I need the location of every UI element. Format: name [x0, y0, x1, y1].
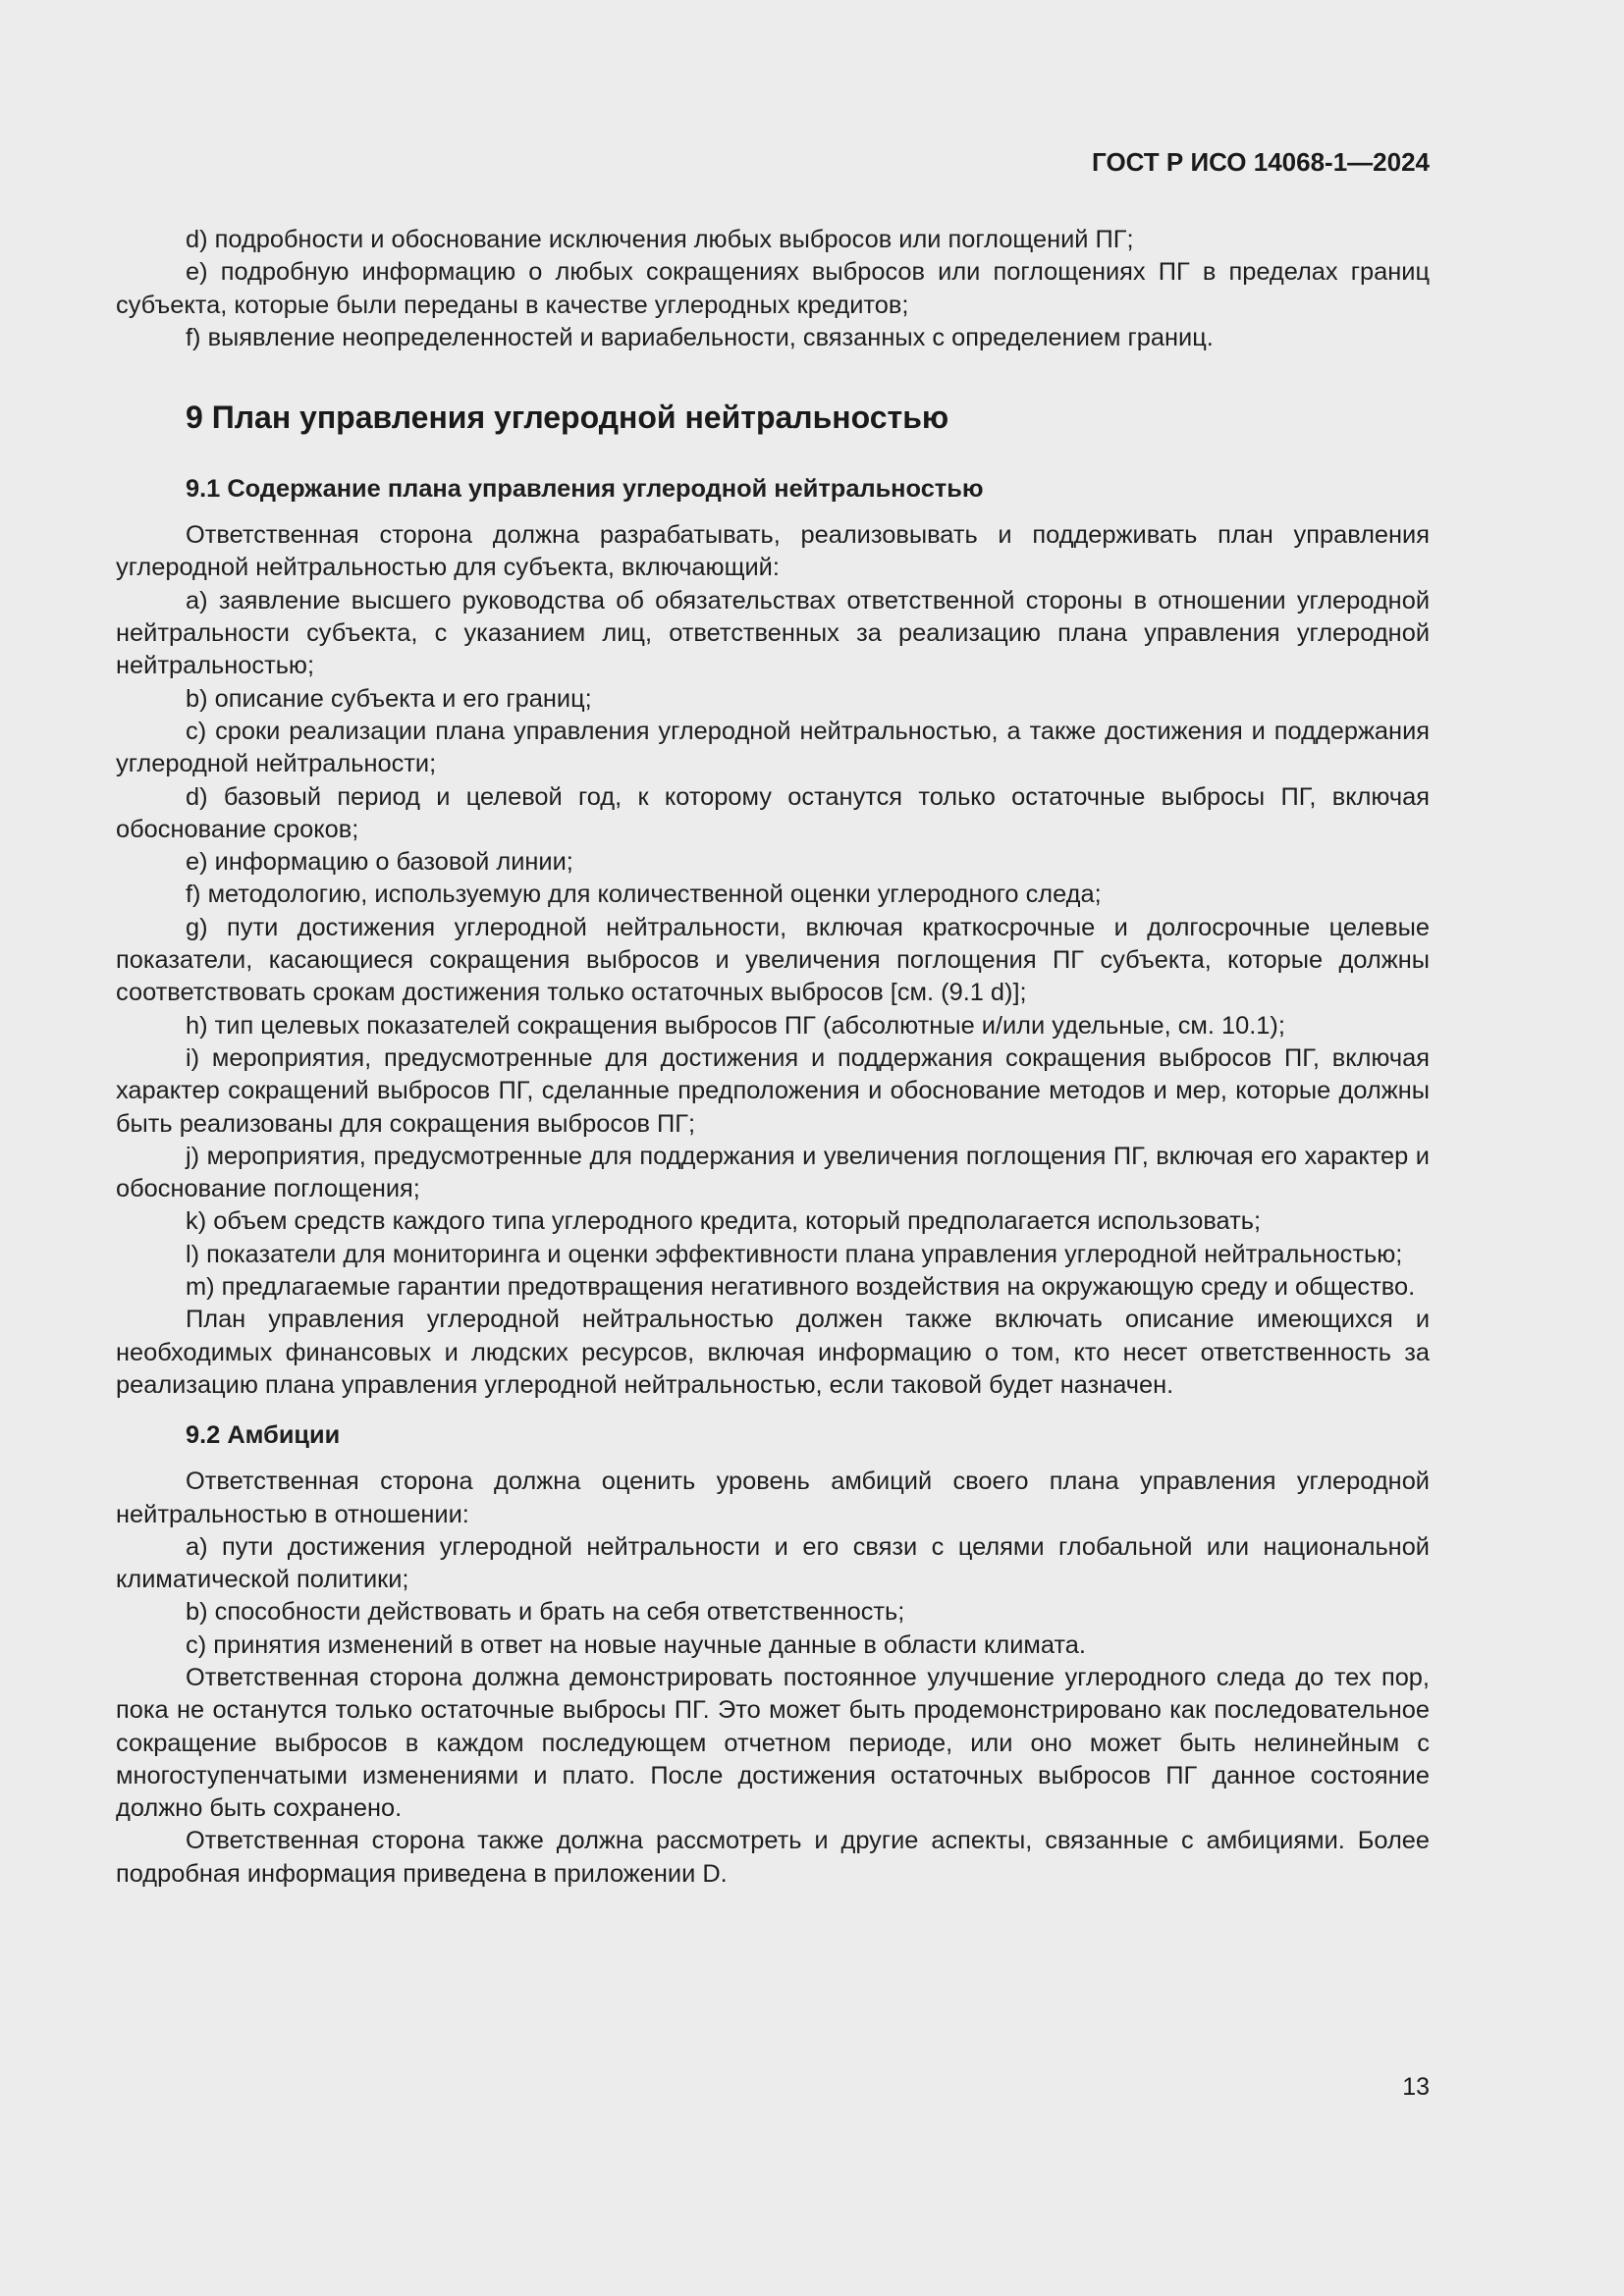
list-item: а) заявление высшего руководства об обязательствах ответственной стороны в отношении углеродной нейтральности субъекта, с указанием лиц, ответственных за реализацию плана управления углеродной нейтральностью; — [116, 586, 1430, 680]
list-item: k) объем средств каждого типа углеродного кредита, который предполагается использовать; — [186, 1207, 1261, 1236]
list-item: d) подробности и обоснование исключения любых выбросов или поглощений ПГ; — [186, 226, 1134, 253]
page-content — [116, 224, 1430, 1891]
list-item: b) способности действовать и брать на себя ответственность; — [186, 1598, 905, 1627]
section-heading: 9 План управления углеродной нейтральностью — [186, 400, 949, 436]
list-item: f) выявление неопределенностей и вариабельности, связанных с определением границ. — [186, 323, 1214, 351]
page-number: 13 — [1402, 2073, 1430, 2101]
list-item: с) принятия изменений в ответ на новые научные данные в области климата. — [186, 1630, 1086, 1659]
paragraph: Ответственная сторона должна оценить уровень амбиций своего плана управления углеродной нейтральностью в отношении: — [116, 1468, 1430, 1528]
list-item: е) подробную информацию о любых сокращениях выбросов или поглощениях ПГ в пределах границ субъекта, которые были переданы в качестве углеродных кредитов; — [116, 258, 1430, 319]
list-item: m) предлагаемые гарантии предотвращения негативного воздействия на окружающую среду и общество. — [186, 1273, 1416, 1302]
paragraph: Ответственная сторона также должна рассмотреть и другие аспекты, связанные с амбициями. Более подробная информация приведена в приложении D. — [116, 1827, 1430, 1888]
list-item: с) сроки реализации плана управления углеродной нейтральностью, а также достижения и поддержания углеродной нейтральности; — [116, 717, 1430, 778]
subsection-heading: 9.2 Амбиции — [186, 1421, 341, 1450]
document-header: ГОСТ Р ИСО 14068-1—2024 — [1092, 147, 1430, 177]
paragraph: Ответственная сторона должна демонстрировать постоянное улучшение углеродного следа до тех пор, пока не останутся только остаточные выбросы ПГ. Это может быть продемонстрировано как последовательное сокращение выбросов в каждом последующем отчетном периоде, или оно может быть нелинейным с многоступенчатыми изменениями и плато. После достижения остаточных выбросов ПГ данное состояние должно быть сохранено. — [116, 1663, 1430, 1823]
list-item: g) пути достижения углеродной нейтральности, включая краткосрочные и долгосрочные целевые показатели, касающиеся сокращения выбросов и увеличения поглощения ПГ субъекта, которые должны соответствовать срокам достижения только остаточных выбросов [см. (9.1 d)]; — [116, 913, 1430, 1007]
list-item: d) базовый период и целевой год, к которому останутся только остаточные выбросы ПГ, включая обоснование сроков; — [116, 782, 1430, 843]
list-item: i) мероприятия, предусмотренные для достижения и поддержания сокращения выбросов ПГ, включая характер сокращений выбросов ПГ, сделанные предположения и обоснование методов и мер, которые должны быть реализованы для сокращения выбросов ПГ; — [116, 1043, 1430, 1138]
subsection-heading: 9.1 Содержание плана управления углеродной нейтральностью — [186, 475, 984, 504]
list-item: j) мероприятия, предусмотренные для поддержания и увеличения поглощения ПГ, включая его характер и обоснование поглощения; — [116, 1142, 1430, 1203]
list-item: l) показатели для мониторинга и оценки эффективности плана управления углеродной нейтральностью; — [186, 1240, 1403, 1268]
list-item: h) тип целевых показателей сокращения выбросов ПГ (абсолютные и/или удельные, см. 10.1); — [186, 1011, 1285, 1040]
list-item: а) пути достижения углеродной нейтральности и его связи с целями глобальной или национальной климатической политики; — [116, 1532, 1430, 1594]
list-item: е) информацию о базовой линии; — [186, 848, 573, 877]
paragraph: План управления углеродной нейтральностью должен также включать описание имеющихся и необходимых финансовых и людских ресурсов, включая информацию о том, кто несет ответственность за реализацию плана управления углеродной нейтральностью, если таковой будет назначен. — [116, 1306, 1430, 1399]
list-item: f) методологию, используемую для количественной оценки углеродного следа; — [186, 881, 1102, 909]
paragraph: Ответственная сторона должна разрабатывать, реализовывать и поддерживать план управления углеродной нейтральностью для субъекта, включающий: — [116, 521, 1430, 582]
list-item: b) описание субъекта и его границ; — [186, 684, 592, 713]
